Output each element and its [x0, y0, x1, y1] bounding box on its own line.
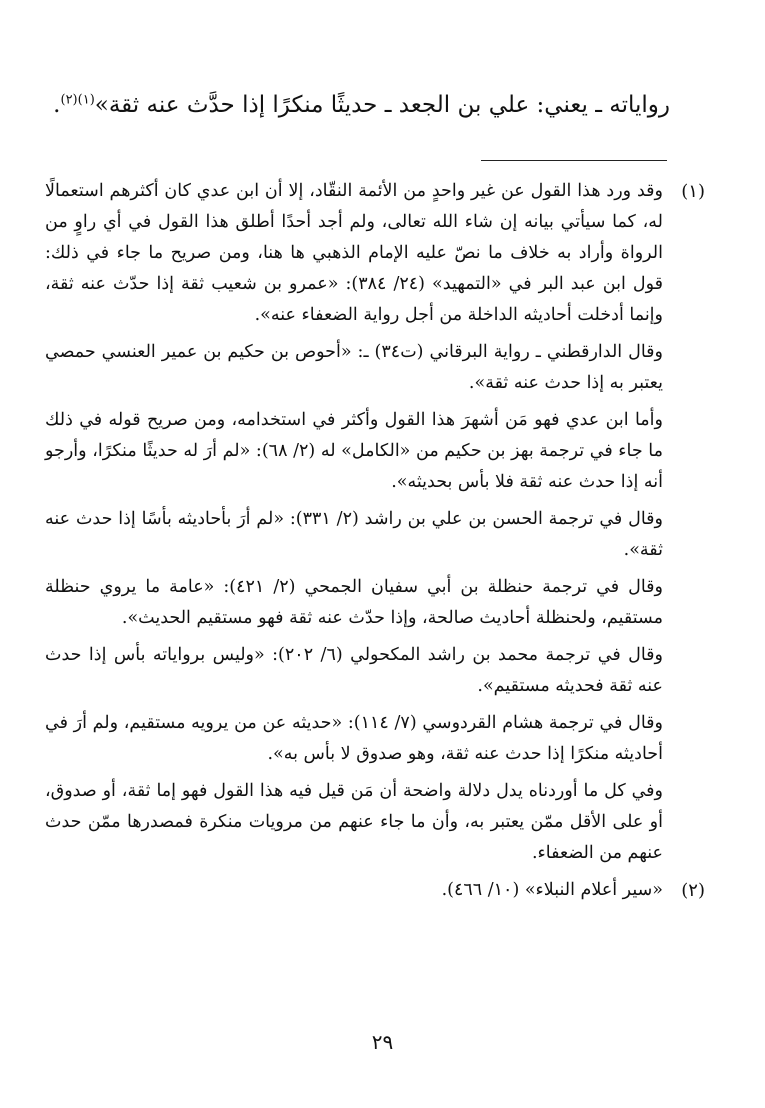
page-number: ٢٩: [371, 1030, 394, 1054]
footnote-paragraph: وقال في ترجمة حنظلة بن أبي سفيان الجمحي (٢/ ٤٢١): «عامة ما يروي حنظلة مستقيم، ولحنظلة أحاديث صالحة، وإذا حدّث عنه ثقة فهو مستقيم الحديث».: [45, 577, 663, 628]
footnote-paragraph: وأما ابن عدي فهو مَن أشهرَ هذا القول وأكثر في استخدامه، ومن صريح قوله في ذلك ما جاء في ترجمة بهز بن حكيم من «الكامل» له (٢/ ٦٨): «لم أرَ له حديثًا منكرًا، وأرجو أنه إذا حدث عنه ثقة فلا بأس بحديثه».: [45, 410, 663, 492]
footnote-paragraph: وقال في ترجمة محمد بن راشد المكحولي (٦/ ٢٠٢): «وليس برواياته بأس إذا حدث عنه ثقة فحديثه مستقيم».: [45, 645, 663, 696]
footnote-markers: (١)(٢): [60, 92, 95, 108]
footnote-paragraph: وقد ورد هذا القول عن غير واحدٍ من الأئمة النقّاد، إلا أن ابن عدي كان أكثرهم استعمالًا له، كما سيأتي بيانه إن شاء الله تعالى، ولم أجد أحدًا أطلق هذا القول في أي راوٍ من الرواة وأراد به خلاف ما نصّ عليه الإمام الذهبي ها هنا، ومن صريح ما جاء في ذلك: قول ابن عبد البر في «التمهيد» (٢٤/ ٣٨٤): «عمرو بن شعيب ثقة إذا حدّث عنه ثقة، وإنما أدخلت أحاديثه الداخلة من أجل رواية الضعفاء عنه».: [45, 181, 663, 325]
footnote-number: (٢): [681, 880, 705, 901]
footnote-paragraph: «سير أعلام النبلاء» (١٠/ ٤٦٦).: [441, 880, 663, 900]
footnote-1: [45, 176, 705, 869]
main-text: رواياته ـ يعني: علي بن الجعد ـ حديثًا منكرًا إذا حدَّث عنه ثقة»: [94, 92, 670, 118]
footnote-paragraph: وفي كل ما أوردناه يدل دلالة واضحة أن مَن قيل فيه هذا القول فهو إما ثقة، أو صدوق، أو على الأقل ممّن يعتبر به، وأن ما جاء عنهم من مرويات منكرة فمصدرها ممّن حدث عنهم من الضعفاء.: [45, 781, 663, 863]
footnote-separator: [481, 160, 667, 161]
footnote-number: (١): [681, 181, 705, 202]
footnote-paragraph: وقال في ترجمة هشام القردوسي (٧/ ١١٤): «حديثه عن من يرويه مستقيم، ولم أرَ في أحاديثه منكرًا إذا حدث عنه ثقة، وهو صدوق لا بأس به».: [45, 713, 663, 764]
footnote-2: [45, 875, 705, 906]
footnotes: [45, 176, 705, 912]
main-text-line: [53, 88, 670, 122]
main-text-end: .: [53, 92, 61, 118]
footnote-paragraph: وقال الدارقطني ـ رواية البرقاني (ت٣٤) ـ: «أحوص بن حكيم بن عمير العنسي حمصي يعتبر به إذا حدث عنه ثقة».: [45, 342, 663, 393]
footnote-paragraph: وقال في ترجمة الحسن بن علي بن راشد (٢/ ٣٣١): «لم أرَ بأحاديثه بأسًا إذا حدث عنه ثقة».: [45, 509, 663, 560]
